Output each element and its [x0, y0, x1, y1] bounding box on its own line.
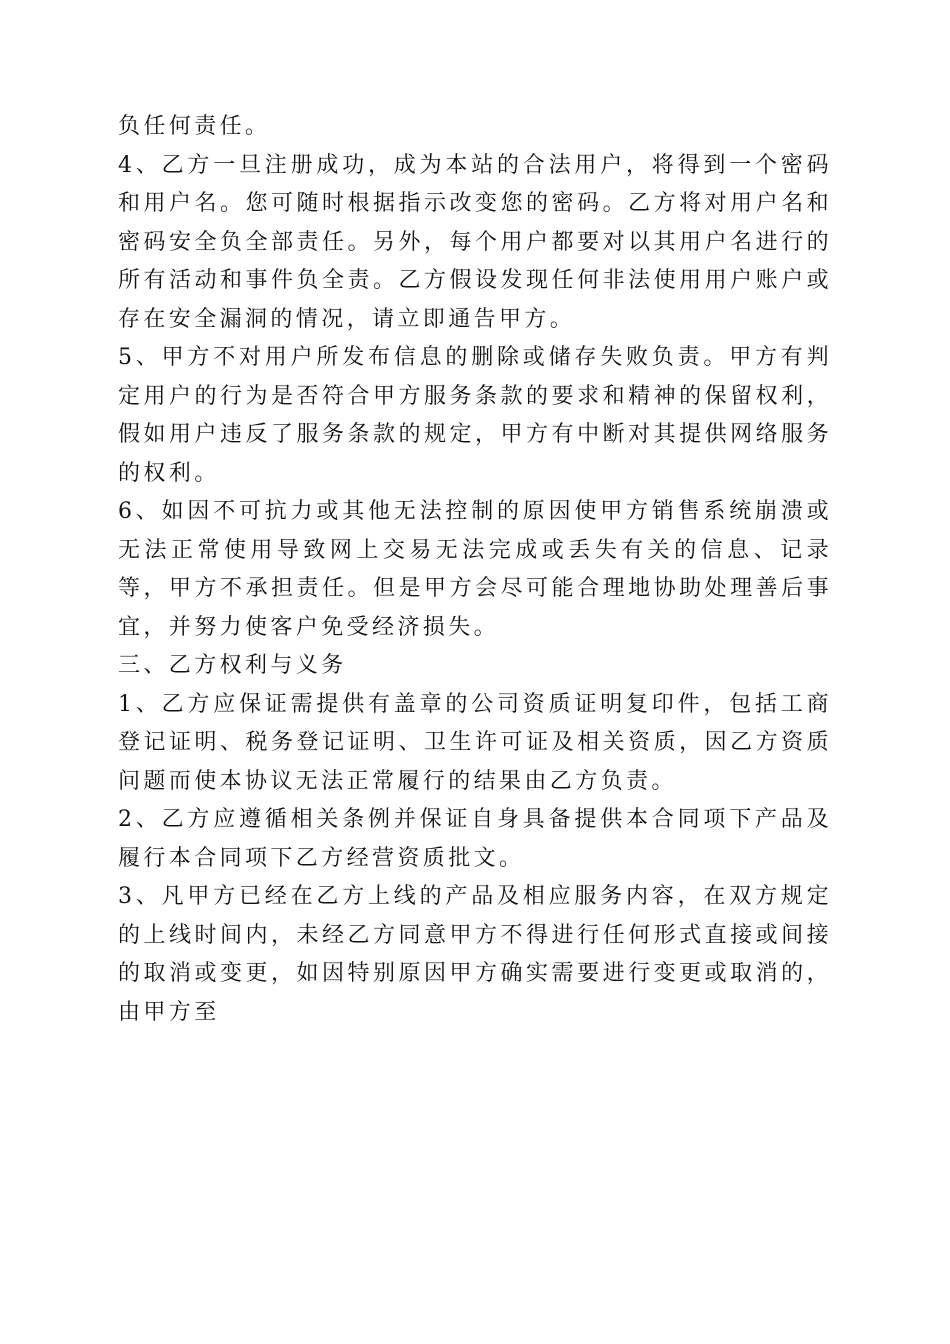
paragraph-continuation: 负任何责任。	[118, 114, 271, 139]
paragraph-clause-3: 3、凡甲方已经在乙方上线的产品及相应服务内容，在双方规定的上线时间内，未经乙方同意甲方不得进行任何形式直接或间接的取消或变更，如因特别原因甲方确实需要进行变更或取消的，由甲方至	[118, 884, 832, 1025]
paragraph-clause-6: 6、如因不可抗力或其他无法控制的原因使甲方销售系统崩溃或无法正常使用导致网上交易无法完成或丢失有关的信息、记录等，甲方不承担责任。但是甲方会尽可能合理地协助处理善后事宜，并努力使客户免受经济损失。	[118, 499, 832, 640]
paragraph-clause-1: 1、乙方应保证需提供有盖章的公司资质证明复印件，包括工商登记证明、税务登记证明、卫生许可证及相关资质，因乙方资质问题而使本协议无法正常履行的结果由乙方负责。	[118, 691, 832, 794]
paragraph-clause-2: 2、乙方应遵循相关条例并保证自身具备提供本合同项下产品及履行本合同项下乙方经营资质批文。	[118, 807, 832, 871]
paragraph-clause-4: 4、乙方一旦注册成功，成为本站的合法用户，将得到一个密码和用户名。您可随时根据指示改变您的密码。乙方将对用户名和密码安全负全部责任。另外，每个用户都要对以其用户名进行的所有活动和事件负全责。乙方假设发现任何非法使用用户账户或存在安全漏洞的情况，请立即通告甲方。	[118, 152, 832, 332]
paragraph-clause-5: 5、甲方不对用户所发布信息的删除或储存失败负责。甲方有判定用户的行为是否符合甲方服务条款的要求和精神的保留权利，假如用户违反了服务条款的规定，甲方有中断对其提供网络服务的权利。	[118, 345, 832, 486]
section-heading-party-b-rights: 三、乙方权利与义务	[118, 653, 347, 678]
document-page	[118, 108, 832, 1032]
